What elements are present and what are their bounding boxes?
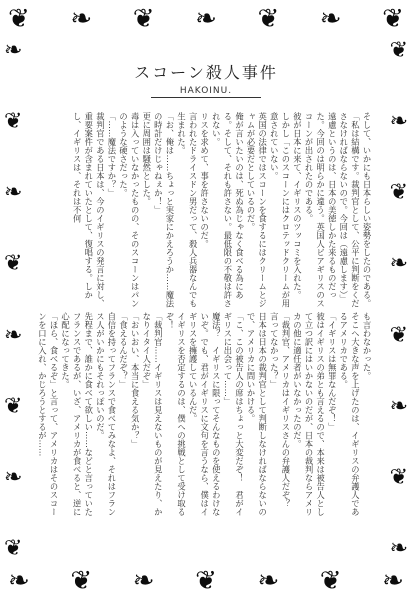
paragraph: 裁判官である日本は、今のイギリスの発言に対し、重要案件が含まれていたとして、復唱する。しかし、イギリスは、それは不何 <box>72 112 106 308</box>
flourish-ornament-icon: ❦ <box>4 393 23 419</box>
paragraph: 「イギリスは無罪なんだぞ！」 <box>327 312 338 431</box>
paragraph: 毒は入っていなかったものの、そのスコーンはパンのような硬さだった。 <box>118 112 141 308</box>
flourish-ornament-icon: ❧ <box>4 38 23 63</box>
flourish-ornament-icon: ❦ <box>8 4 30 34</box>
flourish-ornament-icon: ❦ <box>132 4 155 34</box>
flourish-ornament-icon: ❧ <box>389 535 408 561</box>
top-flourish-border <box>8 6 404 32</box>
flourish-ornament-icon: ❦ <box>4 535 23 561</box>
paragraph: 英国の法律ではスコーンを食するにはクリームとジャムが必要だとしているのだ。 <box>246 112 268 308</box>
flourish-ornament-icon: ❧ <box>195 4 217 34</box>
paragraph: そして、いかにも日本らしい姿勢をしたのである。 <box>362 112 372 308</box>
author-name: HAKOINU. <box>179 86 233 96</box>
paragraph: 日本は日本の裁判官として判断しなければならないので、アメリカに問いかける。 <box>246 312 268 516</box>
flourish-ornament-icon: ❦ <box>319 566 342 596</box>
flourish-ornament-icon: ❧ <box>4 322 23 348</box>
flourish-ornament-icon: ❦ <box>389 464 408 490</box>
flourish-ornament-icon: ❦ <box>257 4 280 34</box>
paragraph: イギリスを否定するのは、僕への挑戦として受け取るぞ！ <box>164 312 187 516</box>
flourish-ornament-icon: ❧ <box>382 566 404 596</box>
flourish-ornament-icon: ❧ <box>319 4 342 34</box>
paragraph: 「……魔法ですか？」 <box>106 112 117 197</box>
flourish-ornament-icon: ❦ <box>389 180 408 206</box>
paragraph: 「おいおい、本当に食える気か？」 <box>130 312 141 448</box>
flourish-ornament-icon: ❧ <box>132 566 155 596</box>
flourish-ornament-icon: ❦ <box>195 566 217 596</box>
lower-text-block <box>36 312 372 520</box>
flourish-ornament-icon: ❧ <box>8 566 30 596</box>
bottom-flourish-border <box>8 568 404 594</box>
paragraph: 俺が言いたいのは、死ぬ為じゃなく食べる為にある。そして、それも許さない。最低限の不敬は許されない。 <box>211 112 245 308</box>
flourish-ornament-icon: ❦ <box>389 322 408 348</box>
paragraph: そこへ大きな声を上げたのは、イギリスの弁護人であるアメリカである。 <box>338 312 361 516</box>
paragraph: 「私は結構です。裁判官として、公平に判断をくださなければならないので。今回は（遠慮します）」 <box>338 112 361 308</box>
title-underline <box>151 97 261 98</box>
paragraph: も言わなかった。 <box>362 312 372 380</box>
right-flourish-border <box>390 40 408 560</box>
paragraph: 「裁判官……イギリスは見えないものが見えたり、かなりイタイ人だぞ」 <box>141 312 164 516</box>
paragraph: 先程まで、誰かに食べて欲しい……などと言っていたフランスであるが、いざ、アメリカが食べると、逆に心配になってきた。 <box>60 312 94 516</box>
story-title-text: スコーン殺人事件 <box>134 63 278 82</box>
paragraph: リスを求めて、事を許さないのだ。 <box>199 112 210 248</box>
flourish-ornament-icon: ❧ <box>4 464 23 490</box>
left-flourish-border <box>4 40 22 560</box>
flourish-ornament-icon: ❦ <box>4 109 23 135</box>
paragraph: 魔法？ イギリスに限ってそんなものを使えるわけないぞ。でも、君がイギリスに文句を言うなら、僕はイギリスを擁護しているんだ。 <box>188 312 222 516</box>
flourish-ornament-icon: ❧ <box>4 180 23 206</box>
flourish-ornament-icon: ❦ <box>382 4 404 34</box>
flourish-ornament-icon: ❧ <box>389 251 408 277</box>
paragraph: 言われたドライスドン男だって、殺人兵器なんでも生まれた。 <box>176 112 199 308</box>
flourish-ornament-icon: ❧ <box>257 566 280 596</box>
paragraph: 彼が日本に来て、イギリスのツッコミを入れた。 <box>292 112 303 299</box>
paragraph: 「ほら、食べるぞ」と言って、アメリカはそのスコーンを口に入れ、かじろうとするが…… <box>37 312 59 516</box>
paragraph: 更に周囲は騒然とした。 <box>141 112 152 206</box>
paragraph: 「食えるんだぞ？」 <box>118 312 129 389</box>
flourish-ornament-icon: ❦ <box>4 251 23 277</box>
paragraph: 遠慮というのは、日本の美徳しかた来るものだった。今回のは明らかに違う。英国人ビアギリスのスコーンが出されたのである。 <box>304 112 338 308</box>
paragraph: 彼はイギリスの弟とも言えるので、本来は被告人として立つ訳にはいかないのだが、日本の裁判ならアメリカの他に適任者がいなかったのだ。 <box>292 312 326 516</box>
flourish-ornament-icon: ❦ <box>389 38 408 63</box>
flourish-ornament-icon: ❦ <box>70 566 93 596</box>
paragraph: 「お、俺は……ちょっと実家にかえろうか……魔法の時計だけじゃねぇか！」 <box>153 112 175 308</box>
paragraph: 「こ、この被告人の席はちょっと大変だぞ！ 君がイギリスに出会って……」 <box>222 312 245 516</box>
upper-text-block <box>36 112 372 308</box>
paragraph: しかし「このスコーンにはクロテッドクリームが用意されていない。 <box>269 112 291 308</box>
paragraph: 「裁判官、アメリカはイギリスさんの弁護人だぞ？ 言ってなかった？」 <box>269 312 291 516</box>
flourish-ornament-icon: ❧ <box>389 393 408 419</box>
paragraph: 自信を持ってフランスで食べてみなよ、それはフランス人がいかにもそれっぽいのだ。 <box>95 312 117 516</box>
flourish-ornament-icon: ❧ <box>70 4 93 34</box>
flourish-ornament-icon: ❧ <box>389 109 408 135</box>
